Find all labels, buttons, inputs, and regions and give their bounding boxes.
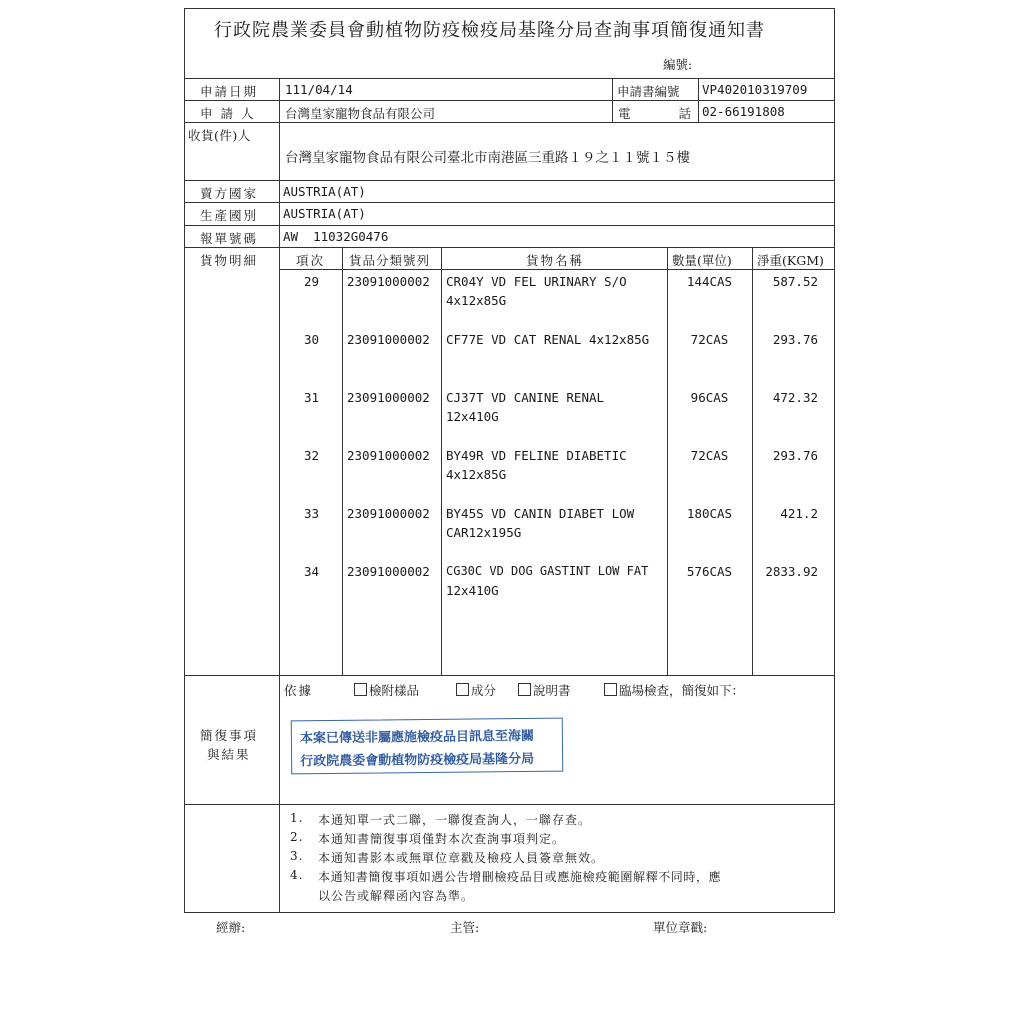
row-weight: 293.76 (772, 448, 818, 463)
col-header-hs: 貨品分類號列 (349, 253, 431, 268)
row-hs: 23091000002 (347, 274, 430, 289)
row-item: 29 (304, 274, 320, 289)
checkbox-icon (456, 683, 469, 696)
row-item: 33 (304, 506, 320, 521)
declaration-value: AW 11032G0476 (283, 229, 389, 244)
row-qty: 180CAS (686, 506, 733, 521)
row-item: 34 (304, 564, 320, 579)
serial-label: 編號: (663, 57, 693, 72)
col-header-qty: 數量(單位) (672, 253, 732, 268)
col-header-weight: 淨重(KGM) (757, 253, 824, 268)
row-qty: 72CAS (690, 448, 729, 463)
result-label-line2: 與結果 (207, 747, 251, 762)
row-name-line1: CF77E VD CAT RENAL 4x12x85G (446, 332, 650, 347)
row-qty: 576CAS (686, 564, 733, 579)
apply-date-label: 申請日期 (200, 84, 259, 99)
handler-label: 經辦: (216, 920, 246, 935)
row-weight: 587.52 (772, 274, 818, 289)
row-weight: 293.76 (772, 332, 818, 347)
result-label-line1: 簡復事項 (200, 728, 259, 743)
declaration-label: 報單號碼 (200, 231, 259, 246)
row-hs: 23091000002 (347, 564, 430, 579)
row-name-line2: 4x12x85G (446, 293, 507, 308)
stamp-line1: 本案已傳送非屬應施檢疫品目訊息至海關 (299, 728, 534, 747)
col-header-item: 項次 (296, 253, 326, 268)
unit-seal-label: 單位章戳: (653, 920, 708, 935)
row-qty: 96CAS (690, 390, 729, 405)
note-text: 本通知書簡復事項如遇公告增刪檢疫品目或應施檢疫範圍解釋不同時，應 (318, 870, 722, 884)
checkbox-icon (354, 683, 367, 696)
note-number: 4. (290, 868, 304, 882)
col-header-name: 貨物名稱 (526, 253, 585, 268)
seller-country-label: 賣方國家 (200, 186, 259, 201)
row-weight: 472.32 (772, 390, 818, 405)
row-qty: 144CAS (686, 274, 733, 289)
row-name-line2: 12x410G (446, 583, 499, 598)
row-name-line2: CAR12x195G (446, 525, 522, 540)
row-item: 31 (304, 390, 320, 405)
row-name-line1: BY45S VD CANIN DIABET LOW (446, 506, 635, 521)
phone-value: 02-66191808 (702, 104, 785, 119)
row-weight: 421.2 (780, 506, 818, 521)
supervisor-label: 主管: (450, 920, 480, 935)
row-hs: 23091000002 (347, 332, 430, 347)
checkbox-icon (518, 683, 531, 696)
row-name-line2: 12x410G (446, 409, 499, 424)
origin-label: 生產國別 (200, 208, 259, 223)
applicant-value: 台灣皇家寵物食品有限公司 (285, 106, 436, 121)
row-item: 30 (304, 332, 320, 347)
goods-label: 貨物明細 (200, 253, 259, 268)
row-item: 32 (304, 448, 320, 463)
option-ingredients: 成分 (456, 681, 496, 699)
row-name-line1: BY49R VD FELINE DIABETIC (446, 448, 627, 463)
consignee-value: 台灣皇家寵物食品有限公司臺北市南港區三重路１９之１１號１５樓 (285, 150, 690, 166)
consignee-label: 收貨(件)人 (188, 128, 251, 143)
option-manual: 說明書 (518, 681, 571, 699)
row-hs: 23091000002 (347, 506, 430, 521)
row-name-line2: 4x12x85G (446, 467, 507, 482)
option-inspection: 臨場檢查，簡復如下： (604, 681, 744, 699)
basis-label: 依據 (284, 683, 314, 698)
row-hs: 23091000002 (347, 448, 430, 463)
note-text: 本通知書影本或無單位章戳及檢疫人員簽章無效。 (318, 851, 605, 865)
note-number: 2. (290, 830, 304, 844)
row-name-line1: CG30C VD DOG GASTINT LOW FAT (446, 564, 649, 578)
note-number: 3. (290, 849, 304, 863)
form-title: 行政院農業委員會動植物防疫檢疫局基隆分局查詢事項簡復通知書 (214, 20, 765, 41)
phone-label: 電 話 (618, 106, 693, 121)
app-no-value: VP402010319709 (702, 82, 808, 97)
row-qty: 72CAS (690, 332, 729, 347)
row-name-line1: CJ37T VD CANINE RENAL (446, 390, 605, 405)
note-text: 以公告或解釋函內容為準。 (318, 889, 475, 903)
row-hs: 23091000002 (347, 390, 430, 405)
seller-country-value: AUSTRIA(AT) (283, 184, 366, 199)
checkbox-icon (604, 683, 617, 696)
option-sample: 檢附樣品 (354, 681, 419, 699)
note-text: 本通知單一式二聯，一聯復查詢人，一聯存查。 (318, 813, 592, 827)
origin-value: AUSTRIA(AT) (283, 206, 366, 221)
note-text: 本通知書簡復事項僅對本次查詢事項判定。 (318, 832, 566, 846)
row-weight: 2833.92 (765, 564, 818, 579)
note-number: 1. (290, 811, 304, 825)
applicant-label: 申 請 人 (200, 106, 256, 121)
row-name-line1: CR04Y VD FEL URINARY S/O (446, 274, 627, 289)
apply-date-value: 111/04/14 (285, 82, 353, 97)
stamp-line2: 行政院農委會動植物防疫檢疫局基隆分局 (300, 751, 535, 770)
app-no-label: 申請書編號 (617, 84, 680, 99)
quarantine-stamp (291, 718, 564, 775)
